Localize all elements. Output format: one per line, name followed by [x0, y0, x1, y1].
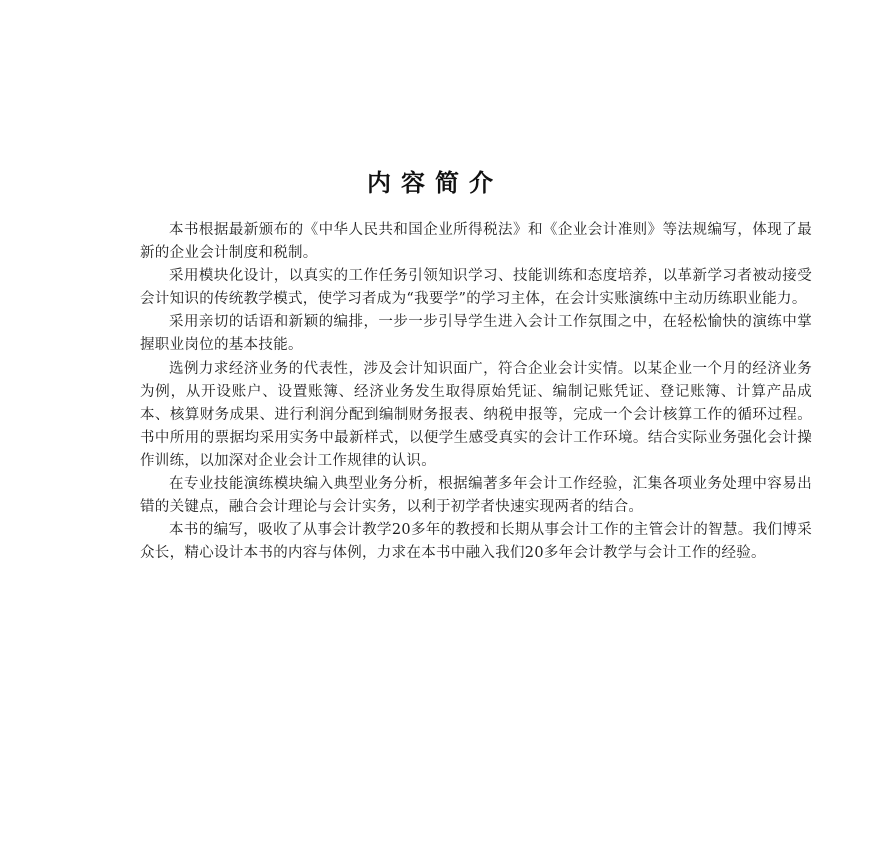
- paragraph-4: 选例力求经济业务的代表性，涉及会计知识面广，符合企业会计实情。以某企业一个月的经济业务为例，从开设账户、设置账簿、经济业务发生取得原始凭证、编制记账凭证、登记账簿、计算产品成本、核算财务成果、进行利润分配到编制财务报表、纳税申报等，完成一个会计核算工作的循环过程。书中所用的票据均采用实务中最新样式，以便学生感受真实的会计工作环境。结合实际业务强化会计操作训练，以加深对企业会计工作规律的认识。: [140, 360, 812, 469]
- paragraph-2: 采用模块化设计，以真实的工作任务引领知识学习、技能训练和态度培养，以革新学习者被动接受会计知识的传统教学模式，使学习者成为“我要学”的学习主体，在会计实账演练中主动历练职业能力。: [140, 268, 812, 308]
- paragraph-1: 本书根据最新颁布的《中华人民共和国企业所得税法》和《企业会计准则》等法规编写，体现了最新的企业会计制度和税制。: [140, 222, 812, 262]
- page-title: 内容简介: [367, 169, 503, 198]
- paragraph-3: 采用亲切的话语和新颖的编排，一步一步引导学生进入会计工作氛围之中，在轻松愉快的演练中掌握职业岗位的基本技能。: [140, 314, 812, 354]
- paragraph-6: 本书的编写，吸收了从事会计教学20多年的教授和长期从事会计工作的主管会计的智慧。我们博采众长，精心设计本书的内容与体例，力求在本书中融入我们20多年会计教学与会计工作的经验。: [140, 522, 812, 562]
- synopsis-body: [140, 219, 812, 565]
- paragraph-5: 在专业技能演练模块编入典型业务分析，根据编著多年会计工作经验，汇集各项业务处理中容易出错的关键点，融合会计理论与会计实务，以利于初学者快速实现两者的结合。: [140, 476, 812, 516]
